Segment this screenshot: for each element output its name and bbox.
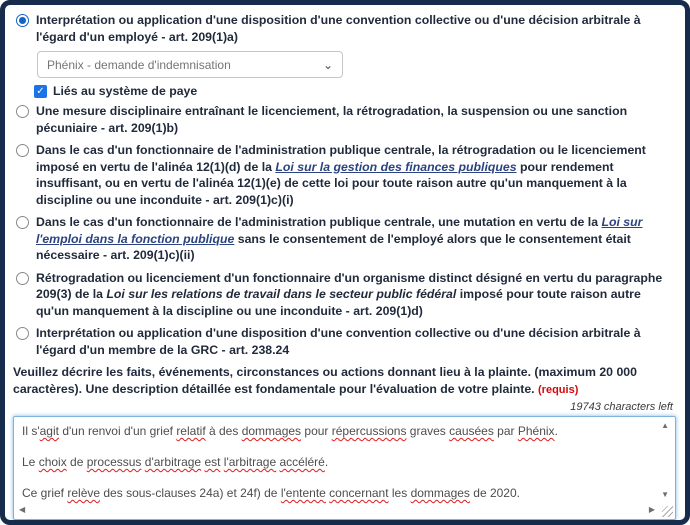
option-text: Interprétation ou application d'une disposition d'une convention collective ou d'une décision arbitrale à l'égard d'un membre de la GRC - art. 238.24 xyxy=(36,326,641,357)
pay-system-checkbox-row[interactable] xyxy=(34,84,676,98)
option-text: Une mesure disciplinaire entraînant le licenciement, la rétrogradation, la suspension ou une sanction pécuniaire - art. 209(1)b) xyxy=(36,104,628,135)
scroll-left-arrow-icon[interactable]: ◀ xyxy=(19,505,26,514)
radio-button-icon[interactable] xyxy=(16,105,29,118)
radio-option-label xyxy=(36,325,676,358)
radio-option-209-1-c-i xyxy=(13,142,676,208)
radio-option-label xyxy=(36,214,676,264)
option-text: pour rendement insuffisant, ou en vertu de l'alinéa 12(1)(e) de cette loi pour toute raison autre qu'un manquement à la discipline ou une inconduite - art. 209(1)c)(i) xyxy=(36,159,627,207)
option-text: Rétrogradation ou licenciement d'un fonctionnaire d'un organisme distinct désigné en vertu du paragraphe 209(3) de la xyxy=(36,270,663,301)
option-text: Dans le cas d'un fonctionnaire de l'administration publique centrale, la rétrogradation ou le licenciement imposé en vertu de l'alinéa 12(1)(d) de la xyxy=(36,143,646,174)
radio-button-icon[interactable] xyxy=(16,216,29,229)
checkbox-checked-icon[interactable]: ✓ xyxy=(34,85,47,98)
law-name-italic: Loi sur les relations de travail dans le secteur public fédéral xyxy=(106,287,457,301)
radio-option-209-1-c-ii xyxy=(13,214,676,264)
radio-option-209-1-a xyxy=(13,12,676,45)
radio-option-label xyxy=(36,270,676,320)
radio-button-icon[interactable] xyxy=(16,327,29,340)
dropdown-selected-value: Phénix - demande d'indemnisation xyxy=(47,57,231,72)
checkbox-label: Liés au système de paye xyxy=(53,84,198,98)
radio-button-icon[interactable] xyxy=(16,144,29,157)
scroll-right-arrow-icon[interactable]: ▶ xyxy=(648,505,655,514)
radio-option-label xyxy=(36,12,676,45)
textarea-line: Ce grief relève des sous-clauses 24a) et 24f) de l'entente concernant les dommages de 2020. xyxy=(22,486,520,500)
radio-option-label xyxy=(36,142,676,208)
option-1-subcontrols xyxy=(37,51,676,98)
textarea-line: Il s'agit d'un renvoi d'un grief relatif à des dommages pour répercussions graves causées par Phénix. xyxy=(22,424,558,438)
description-question xyxy=(13,364,676,398)
option-text: sans le consentement de l'employé alors que le consentement était nécessaire - art. 209(1)c)(ii) xyxy=(36,231,631,262)
radio-option-209-1-b xyxy=(13,103,676,136)
radio-option-238-24 xyxy=(13,325,676,358)
description-textarea[interactable] xyxy=(13,416,676,520)
chevron-down-icon: ⌄ xyxy=(322,57,333,72)
description-textarea-content xyxy=(22,424,649,501)
textarea-line: Le choix de processus d'arbitrage est l'arbitrage accéléré. xyxy=(22,455,329,469)
radio-button-icon[interactable] xyxy=(16,272,29,285)
law-link-finances-publiques[interactable]: Loi sur la gestion des finances publiques xyxy=(275,159,517,174)
required-badge: (requis) xyxy=(538,383,579,396)
law-link-emploi-fonction-publique[interactable]: Loi sur l'emploi dans la fonction publique xyxy=(36,215,643,246)
scroll-up-arrow-icon[interactable]: ▲ xyxy=(661,421,669,430)
resize-grip-icon[interactable] xyxy=(662,506,673,517)
option-text: imposé pour toute raison autre qu'un manquement à la discipline ou une inconduite - art. 209(1)d) xyxy=(36,287,641,318)
question-text: Veuillez décrire les faits, événements, circonstances ou actions donnant lieu à la plainte. (maximum 20 000 caractères). Une description détaillée est fondamentale pour l'évaluation de votre plainte. xyxy=(13,365,637,396)
radio-button-icon[interactable] xyxy=(16,14,29,27)
phenix-dropdown[interactable] xyxy=(37,51,343,78)
radio-option-label xyxy=(36,103,676,136)
option-text: Interprétation ou application d'une disposition d'une convention collective ou d'une décision arbitrale à l'égard d'un employé - art. 209(1)a) xyxy=(36,13,641,44)
radio-option-209-1-d xyxy=(13,270,676,320)
characters-left-counter: 19743 characters left xyxy=(570,401,673,413)
option-text: Dans le cas d'un fonctionnaire de l'administration publique centrale, une mutation en vertu de la xyxy=(36,215,602,229)
scroll-down-arrow-icon[interactable]: ▼ xyxy=(661,490,669,499)
